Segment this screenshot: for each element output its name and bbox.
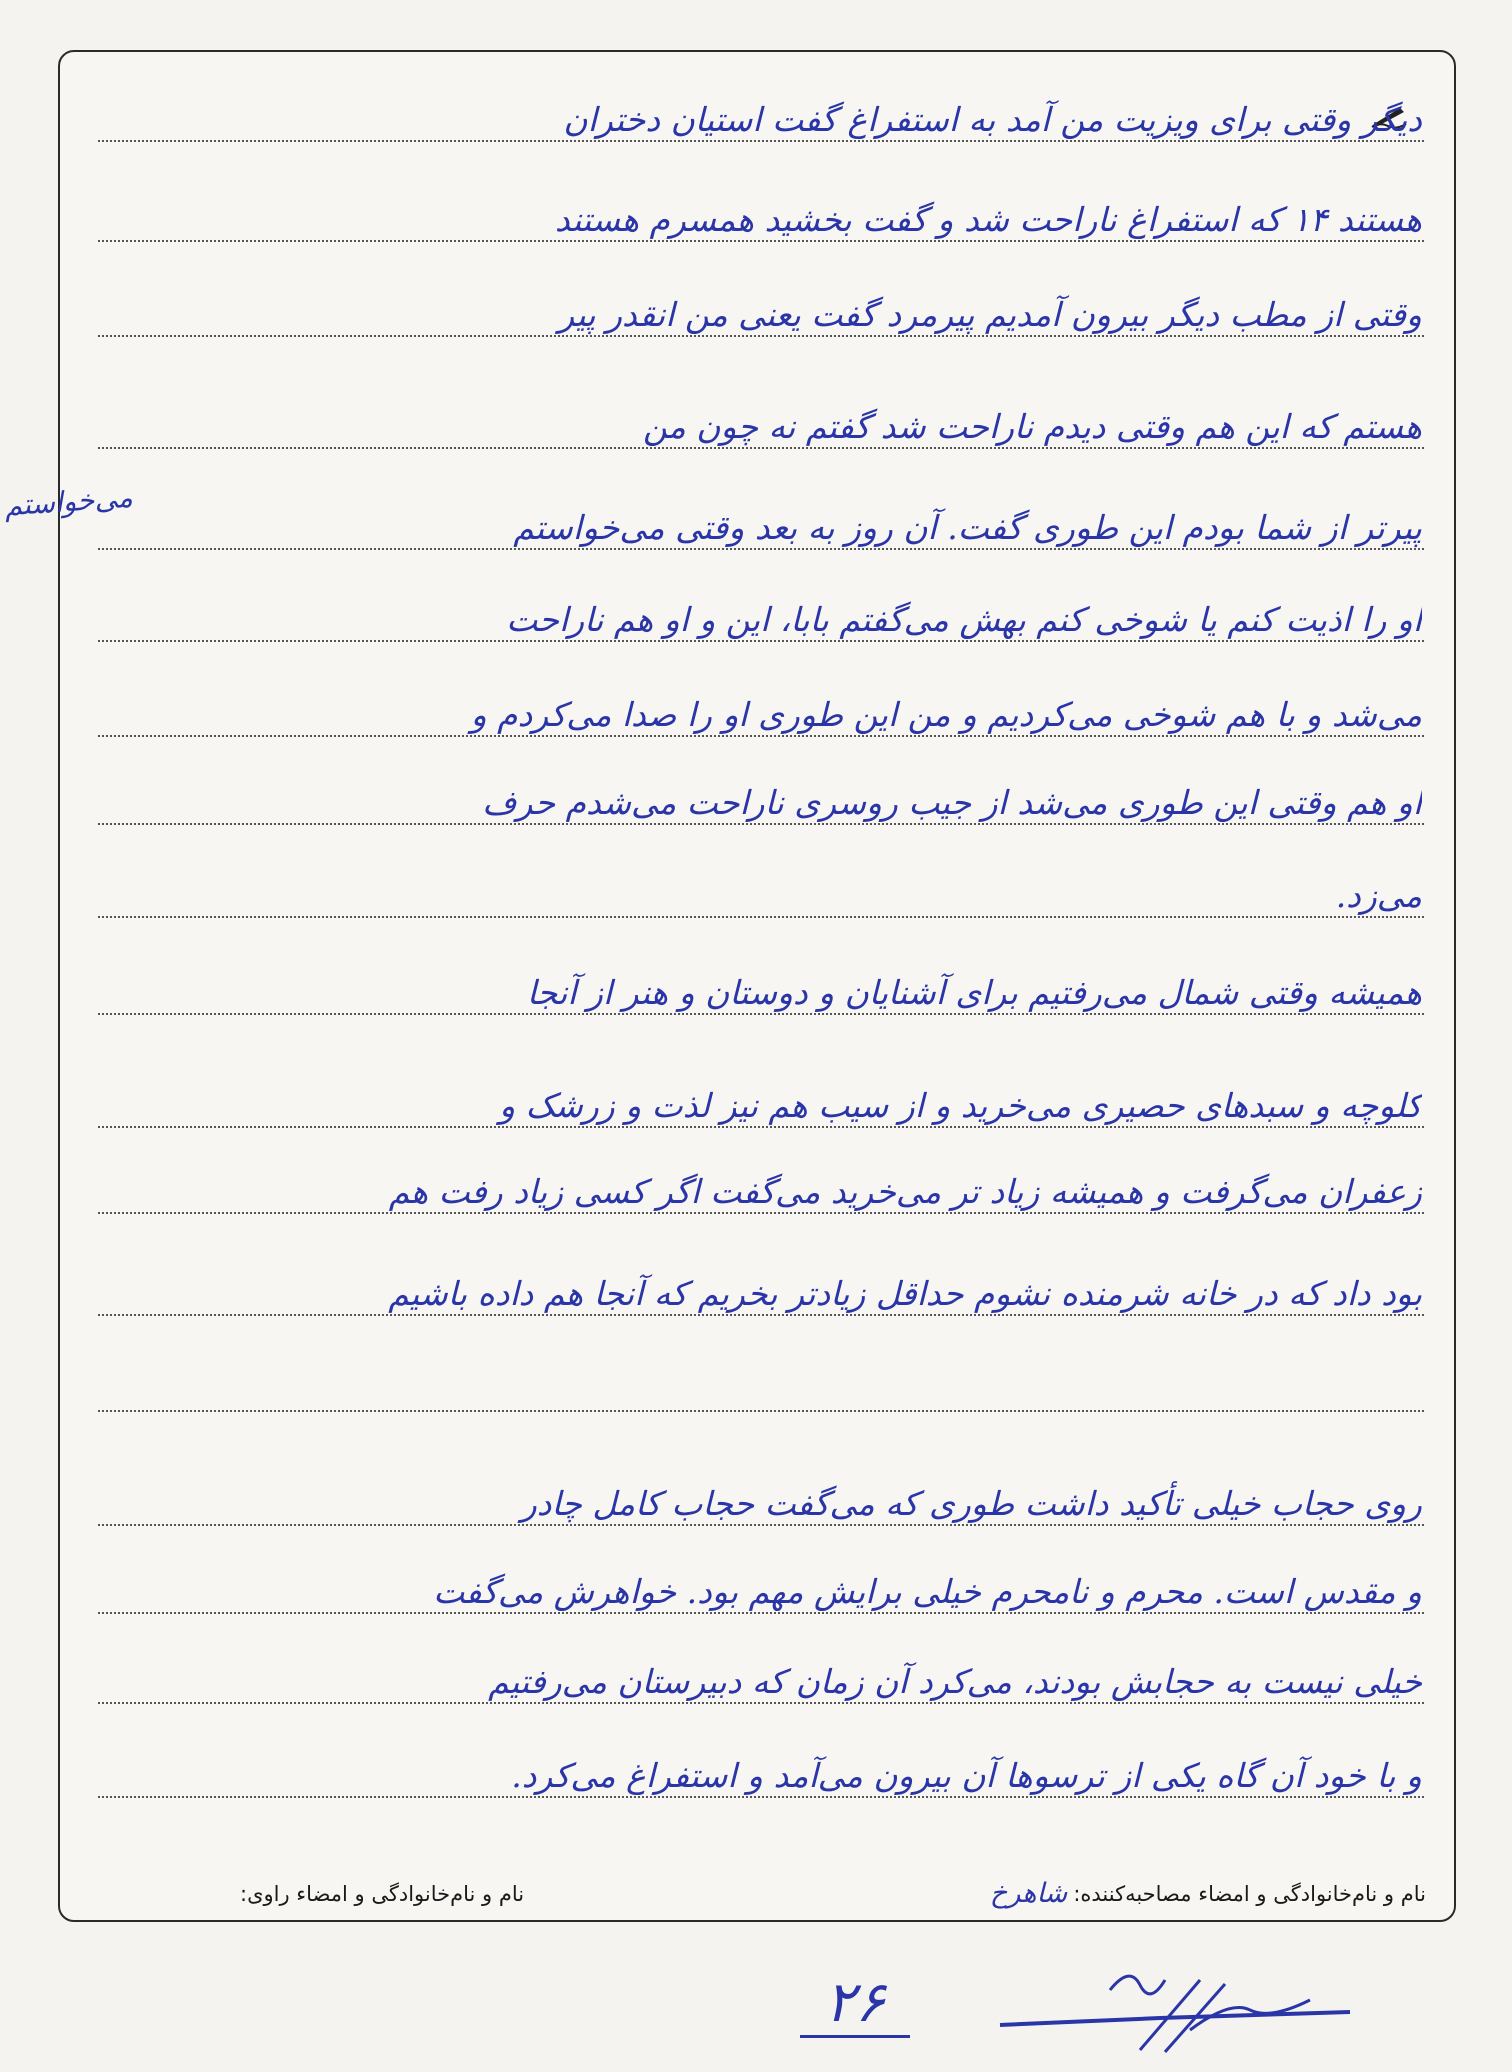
handwritten-line: زعفران می‌گرفت و همیشه زیاد تر می‌خرید می‌گفت اگر کسی زیاد رفت هم — [388, 1172, 1422, 1211]
interviewer-signature: شاهرخ — [989, 1878, 1068, 1909]
handwritten-line: همیشه وقتی شمال می‌رفتیم برای آشنایان و دوستان و هنر از آنجا — [526, 973, 1422, 1012]
handwritten-line: هستم که این هم وقتی دیدم ناراحت شد گفتم نه چون من — [643, 407, 1422, 446]
handwritten-line: او را اذیت کنم یا شوخی کنم بهش می‌گفتم بابا، این و او هم ناراحت — [506, 600, 1422, 639]
ruled-line — [98, 1410, 1424, 1412]
narrator-label: نام و نام‌خانوادگی و امضاء راوی: — [240, 1881, 525, 1906]
narrator-field — [240, 1882, 524, 1906]
margin-note: می‌خواستم — [3, 480, 134, 523]
handwritten-line: او هم وقتی این طوری می‌شد از جیب روسری ناراحت می‌شدم حرف — [482, 783, 1422, 822]
signature-footer — [240, 1878, 1426, 1909]
handwritten-line: پیرتر از شما بودم این طوری گفت. آن روز به بعد وقتی می‌خواستم — [513, 508, 1422, 547]
handwritten-line: دیگر وقتی برای ویزیت من آمد به استفراغ گفت استیان دختران — [563, 100, 1422, 139]
handwritten-line: و با خود آن گاه یکی از ترسوها آن بیرون می‌آمد و استفراغ می‌کرد. — [511, 1756, 1422, 1795]
signature-scribble — [990, 1960, 1360, 2060]
handwritten-line: وقتی از مطب دیگر بیرون آمدیم پیرمرد گفت یعنی من انقدر پیر — [558, 295, 1422, 334]
handwritten-line: می‌زد. — [1335, 876, 1422, 915]
handwritten-line: هستند ۱۴ که استفراغ ناراحت شد و گفت بخشید همسرم هستند — [554, 200, 1422, 239]
handwritten-line: کلوچه و سبدهای حصیری می‌خرید و از سیب هم نیز لذت و زرشک و — [499, 1086, 1422, 1125]
interviewer-label: نام و نام‌خانوادگی و امضاء مصاحبه‌کننده: — [1073, 1881, 1426, 1906]
handwritten-line: خیلی نیست به حجابش بودند، می‌کرد آن زمان که دبیرستان می‌رفتیم — [488, 1662, 1422, 1701]
handwritten-line: می‌شد و با هم شوخی می‌کردیم و من این طوری او را صدا می‌کردم و — [470, 695, 1422, 734]
handwritten-line: بود داد که در خانه شرمنده نشوم حداقل زیادتر بخریم که آنجا هم داده باشیم — [388, 1274, 1422, 1313]
handwritten-line: روی حجاب خیلی تأکید داشت طوری که می‌گفت حجاب کامل چادر — [520, 1484, 1422, 1523]
handwritten-line: و مقدس است. محرم و نامحرم خیلی برایش مهم بود. خواهرش می‌گفت — [433, 1572, 1422, 1611]
interviewer-field — [990, 1878, 1426, 1909]
page-number: ۲۶ — [800, 1970, 910, 2038]
